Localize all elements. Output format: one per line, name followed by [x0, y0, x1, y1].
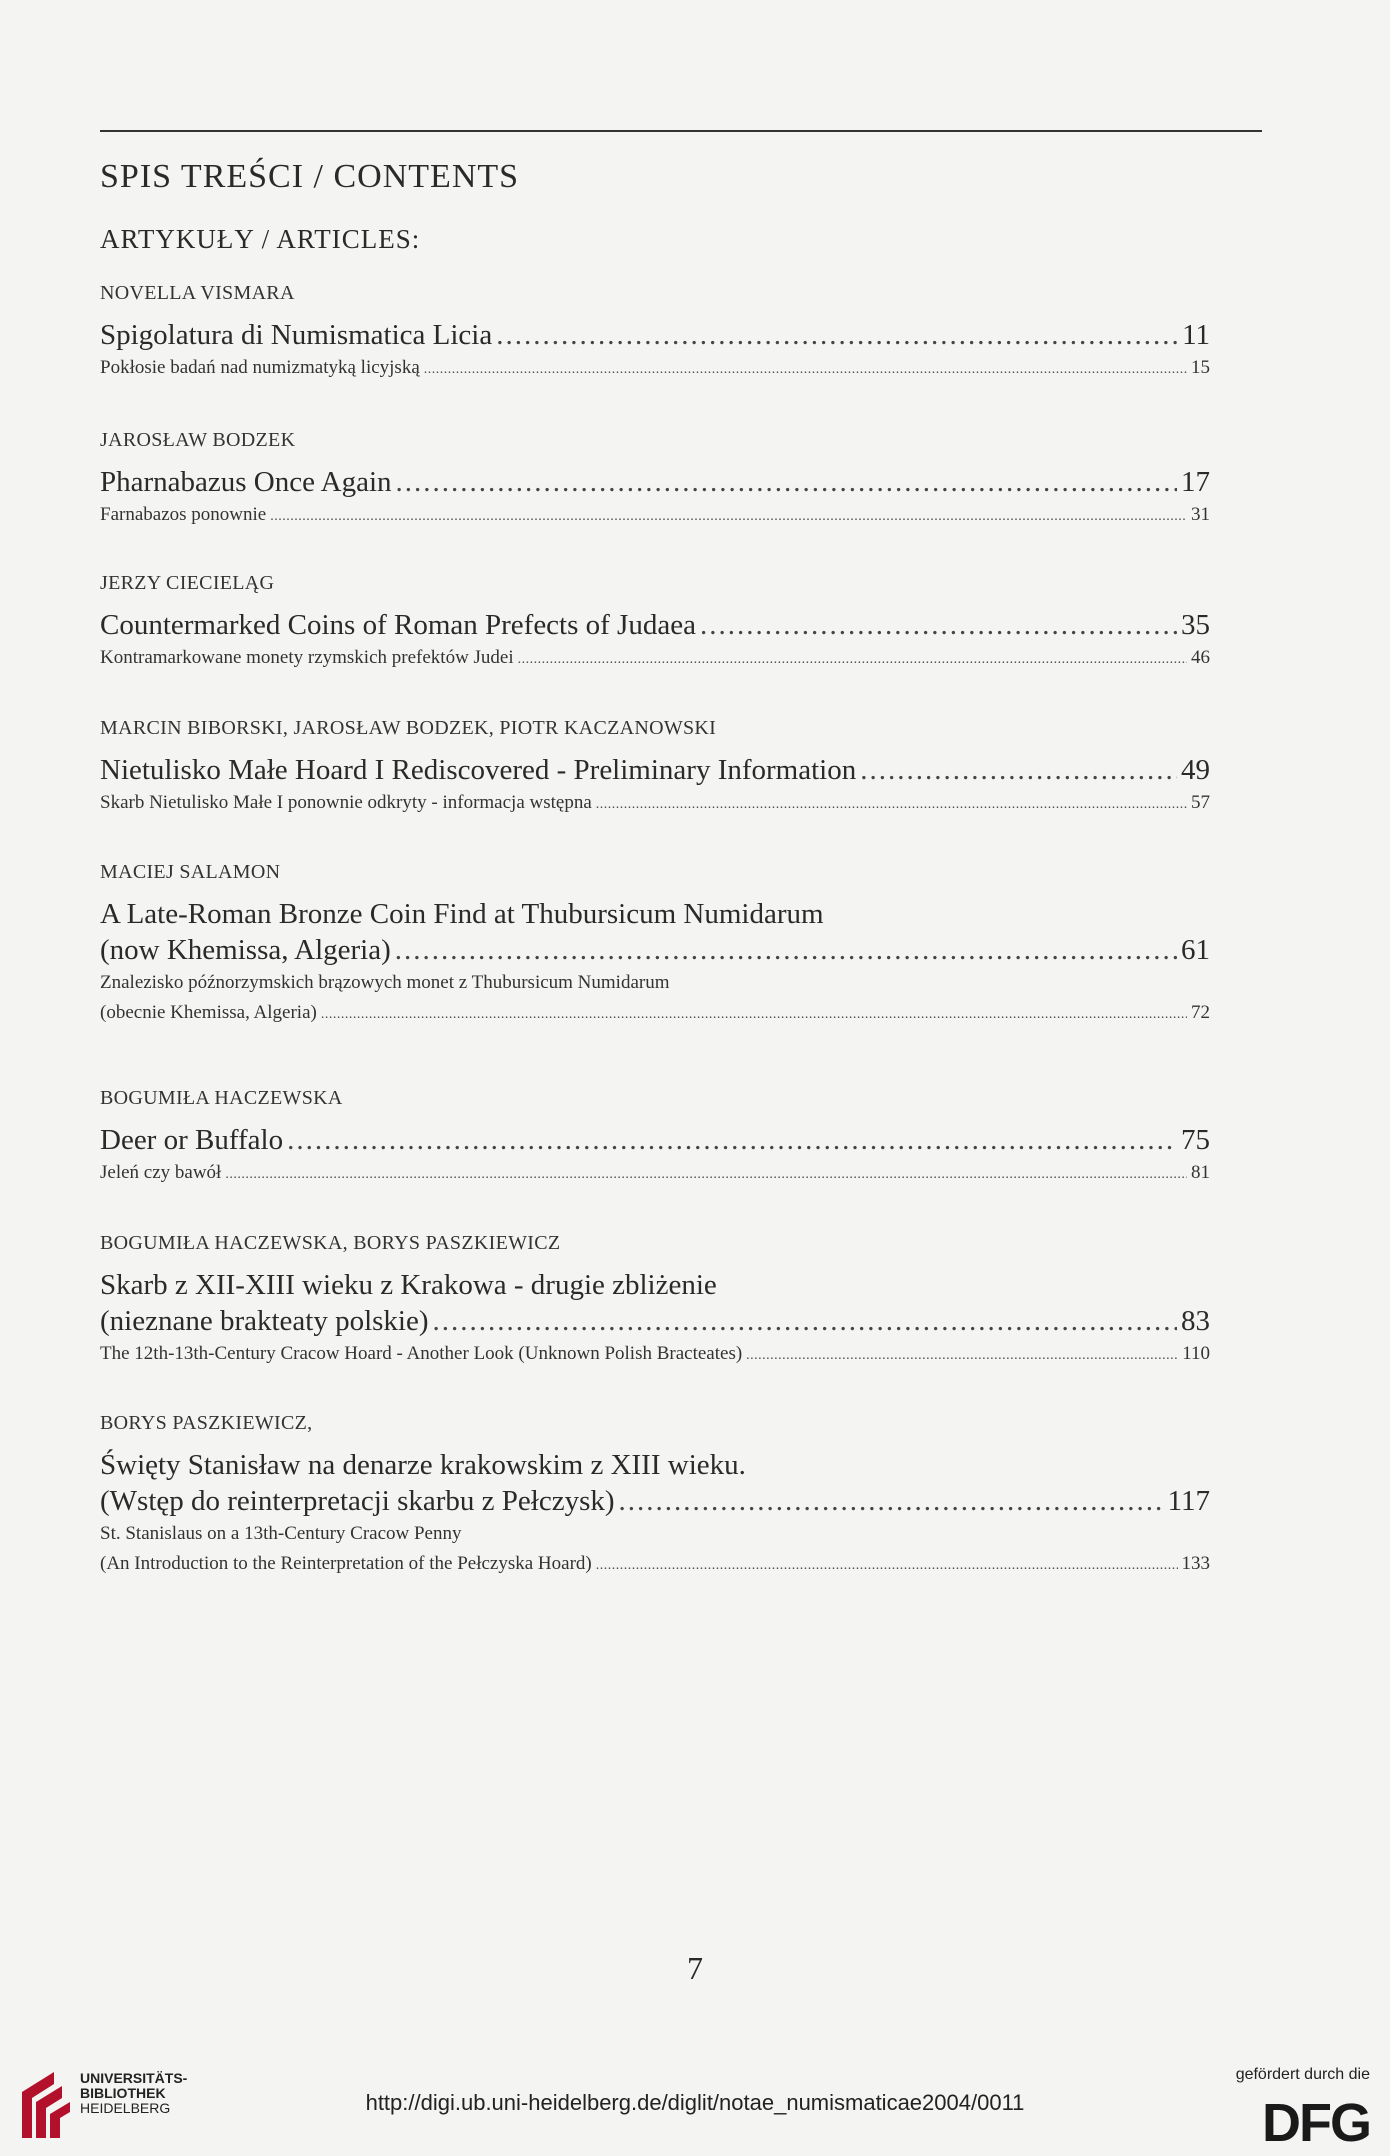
entry-subtitle: (An Introduction to the Reinterpretation of the Pełczyska Hoard) — [100, 1553, 592, 1574]
entry-subtitle-page: 15 — [1191, 357, 1210, 378]
entry-subtitle: Farnabazos ponownie — [100, 504, 267, 525]
contents-entry — [100, 283, 1210, 385]
dot-leader — [619, 1483, 1164, 1519]
entry-title-page: 117 — [1167, 1485, 1210, 1517]
entry-title: (nieznane brakteaty polskie) — [100, 1305, 429, 1337]
contents-entry — [100, 1233, 1210, 1371]
entry-subtitle: Kontramarkowane monety rzymskich prefektów Judei — [100, 647, 514, 668]
dot-leader — [596, 788, 1187, 820]
university-library-logo-icon — [14, 2068, 74, 2144]
dot-leader — [860, 752, 1177, 788]
dot-leader — [596, 1549, 1178, 1581]
dot-leader — [496, 317, 1178, 353]
entry-subtitle-page: 31 — [1191, 504, 1210, 525]
entry-author: JERZY CIECIELĄG — [100, 572, 275, 594]
dot-leader — [518, 643, 1187, 675]
source-url: http://digi.ub.uni-heidelberg.de/diglit/notae_numismaticae2004/0011 — [365, 2090, 1025, 2115]
entry-title-page: 35 — [1181, 609, 1210, 641]
page-number: 7 — [687, 1950, 703, 1986]
dot-leader — [700, 607, 1177, 643]
contents-entry — [100, 1413, 1210, 1581]
entry-subtitle-page: 72 — [1191, 1002, 1210, 1023]
entry-subtitle-row — [100, 788, 1210, 820]
entry-subtitle-row — [100, 1158, 1210, 1190]
dfg-logo: DFG — [1262, 2093, 1370, 2153]
entry-title: (Wstęp do reinterpretacji skarbu z Pełczysk) — [100, 1485, 615, 1517]
entry-title-page: 61 — [1181, 934, 1210, 966]
entry-author: MARCIN BIBORSKI, JAROSŁAW BODZEK, PIOTR KACZANOWSKI — [100, 717, 717, 739]
entry-title-row — [100, 317, 1210, 353]
entry-author: BORYS PASZKIEWICZ, — [100, 1412, 313, 1434]
entry-subtitle-line: St. Stanislaus on a 13th-Century Cracow Penny — [100, 1523, 462, 1544]
entry-title-page: 49 — [1181, 754, 1210, 786]
contents-entry — [100, 573, 1210, 675]
top-rule — [100, 130, 1262, 132]
entry-subtitle-row — [100, 1549, 1210, 1581]
entry-subtitle-row — [100, 643, 1210, 675]
entry-title: Deer or Buffalo — [100, 1124, 284, 1156]
entry-subtitle: Pokłosie badań nad numizmatyką licyjską — [100, 357, 420, 378]
entry-title-row — [100, 464, 1210, 500]
entry-title-page: 11 — [1182, 319, 1210, 351]
dot-leader — [270, 500, 1187, 532]
dot-leader — [746, 1339, 1178, 1371]
entry-title-row — [100, 1122, 1210, 1158]
entry-author: BOGUMIŁA HACZEWSKA — [100, 1087, 343, 1109]
entry-title-row — [100, 1303, 1210, 1339]
entry-subtitle-page: 81 — [1191, 1162, 1210, 1183]
entry-author: JAROSŁAW BODZEK — [100, 429, 296, 451]
funding-label: gefördert durch die — [1235, 2066, 1370, 2083]
entry-subtitle-line: Znalezisko późnorzymskich brązowych monet z Thubursicum Numidarum — [100, 972, 670, 993]
dot-leader — [321, 998, 1187, 1030]
entry-subtitle-row — [100, 353, 1210, 385]
entry-subtitle-row — [100, 1339, 1210, 1371]
entry-subtitle-page: 46 — [1191, 647, 1210, 668]
university-library-logo-text: UNIVERSITÄTS- BIBLIOTHEK HEIDELBERG — [80, 2070, 188, 2116]
entry-title-page: 75 — [1181, 1124, 1210, 1156]
contents-entry — [100, 430, 1210, 532]
entry-title: Nietulisko Małe Hoard I Rediscovered - Preliminary Information — [100, 754, 857, 786]
entry-author: BOGUMIŁA HACZEWSKA, BORYS PASZKIEWICZ — [100, 1232, 561, 1254]
articles-subheading: ARTYKUŁY / ARTICLES: — [100, 224, 421, 254]
entry-subtitle: The 12th-13th-Century Cracow Hoard - Another Look (Unknown Polish Bracteates) — [100, 1343, 743, 1364]
entry-subtitle-page: 133 — [1181, 1553, 1210, 1574]
entry-title-page: 17 — [1181, 466, 1210, 498]
entry-subtitle-page: 110 — [1182, 1343, 1210, 1364]
entry-title-row — [100, 607, 1210, 643]
entry-title-page: 83 — [1181, 1305, 1210, 1337]
entry-title-row — [100, 932, 1210, 968]
entry-title-row — [100, 1483, 1210, 1519]
entry-author: NOVELLA VISMARA — [100, 282, 295, 304]
entry-title: Countermarked Coins of Roman Prefects of Judaea — [100, 609, 696, 641]
dot-leader — [396, 464, 1177, 500]
contents-entry — [100, 718, 1210, 820]
entry-subtitle: Skarb Nietulisko Małe I ponownie odkryty - informacja wstępna — [100, 792, 592, 813]
entry-subtitle-row — [100, 500, 1210, 532]
entry-author: MACIEJ SALAMON — [100, 861, 281, 883]
contents-entry — [100, 1088, 1210, 1190]
entry-title: (now Khemissa, Algeria) — [100, 934, 391, 966]
entry-title-line: Skarb z XII-XIII wieku z Krakowa - drugie zbliżenie — [100, 1269, 717, 1301]
entry-title-line: A Late-Roman Bronze Coin Find at Thubursicum Numidarum — [100, 898, 824, 930]
dot-leader — [424, 353, 1187, 385]
entry-title-row — [100, 752, 1210, 788]
entry-subtitle-page: 57 — [1191, 792, 1210, 813]
dot-leader — [225, 1158, 1187, 1190]
contents-heading: SPIS TREŚCI / CONTENTS — [100, 158, 520, 195]
dot-leader — [287, 1122, 1177, 1158]
dot-leader — [395, 932, 1177, 968]
dot-leader — [433, 1303, 1177, 1339]
entry-title: Spigolatura di Numismatica Licia — [100, 319, 493, 351]
entry-subtitle-row — [100, 998, 1210, 1030]
entry-subtitle: (obecnie Khemissa, Algeria) — [100, 1002, 317, 1023]
entry-title-line: Święty Stanisław na denarze krakowskim z XIII wieku. — [100, 1449, 746, 1481]
entry-subtitle: Jeleń czy bawół — [100, 1162, 222, 1183]
contents-entry — [100, 862, 1210, 1030]
entry-title: Pharnabazus Once Again — [100, 466, 392, 498]
